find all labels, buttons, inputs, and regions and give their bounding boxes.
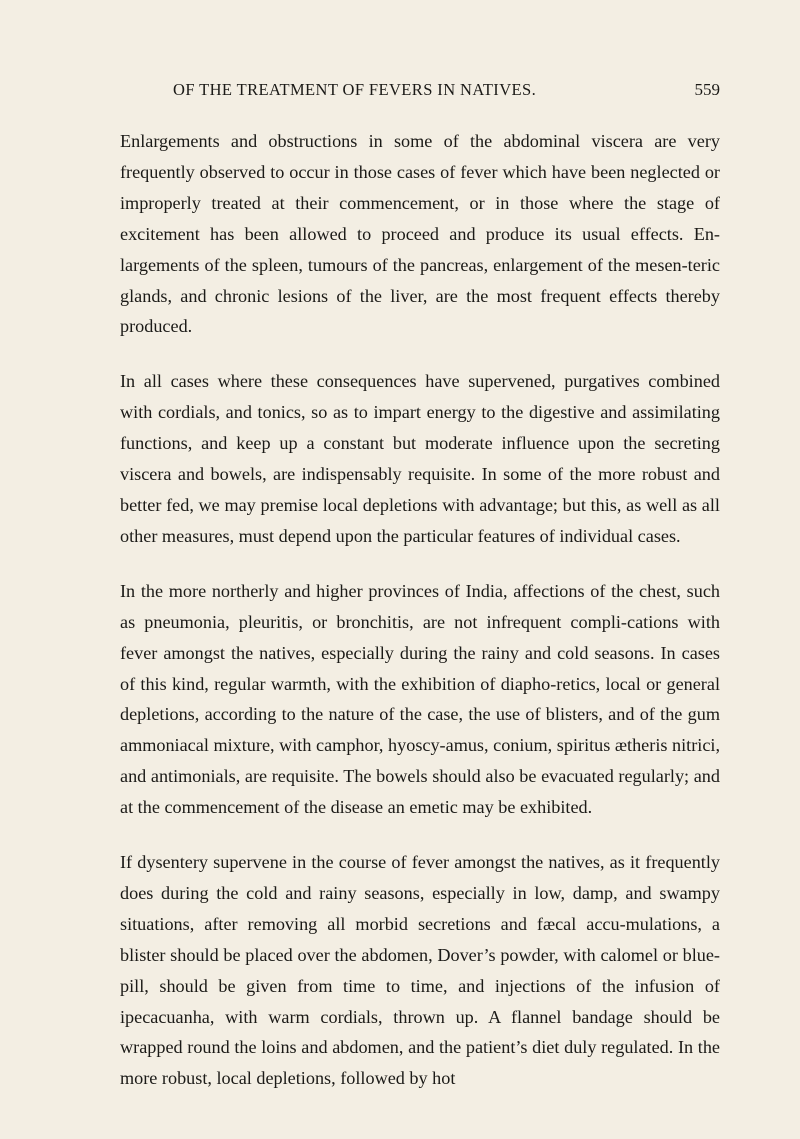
paragraph-purgatives: In all cases where these consequences have supervened, purgatives combined with cordials, and tonics, so as to impart energy to the digestive and assimilating functions, and keep up a constant but moderate influence upon the secreting viscera and bowels, are indispensably requisite. In some of the more robust and better fed, we may premise local depletions with advantage; but this, as well as all other measures, must depend upon the particular features of individual cases.	[120, 371, 720, 546]
paragraph-chest-affections: In the more northerly and higher provinces of India, affections of the chest, such as pneumonia, pleuritis, or bronchitis, are not infrequent compli-cations with fever amongst the natives, especially during the rainy and cold seasons. In cases of this kind, regular warmth, with the exhibition of diapho-retics, local or general depletions, according to the nature of the case, the use of blisters, and of the gum ammoniacal mixture, with camphor, hyoscy-amus, conium, spiritus ætheris nitrici, and antimonials, are requisite. The bowels should also be evacuated regularly; and at the commencement of the disease an emetic may be exhibited.	[120, 580, 720, 818]
page-number: 559	[694, 80, 720, 99]
running-head	[120, 80, 720, 104]
paragraph-abdominal-viscera: Enlargements and obstructions in some of the abdominal viscera are very frequently observed to occur in those cases of fever which have been neglected or improperly treated at their commencement, or in those where the stage of excitement has been allowed to proceed and produce its usual effects. En-largements of the spleen, tumours of the pancreas, enlargement of the mesen-teric glands, and chronic lesions of the liver, are the most frequent effects thereby produced.	[120, 131, 720, 337]
paragraph-dysentery: If dysentery supervene in the course of fever amongst the natives, as it frequently does during the cold and rainy seasons, especially in low, damp, and swampy situations, after removing all morbid secretions and fæcal accu-mulations, a blister should be placed over the abdomen, Dover’s powder, with calomel or blue-pill, should be given from time to time, and injections of the infusion of ipecacuanha, with warm cordials, thrown up. A flannel bandage should be wrapped round the loins and abdomen, and the patient’s diet duly regulated. In the more robust, local depletions, followed by hot	[120, 852, 720, 1089]
body-text	[120, 126, 720, 1118]
running-title: OF THE TREATMENT OF FEVERS IN NATIVES.	[173, 80, 537, 99]
